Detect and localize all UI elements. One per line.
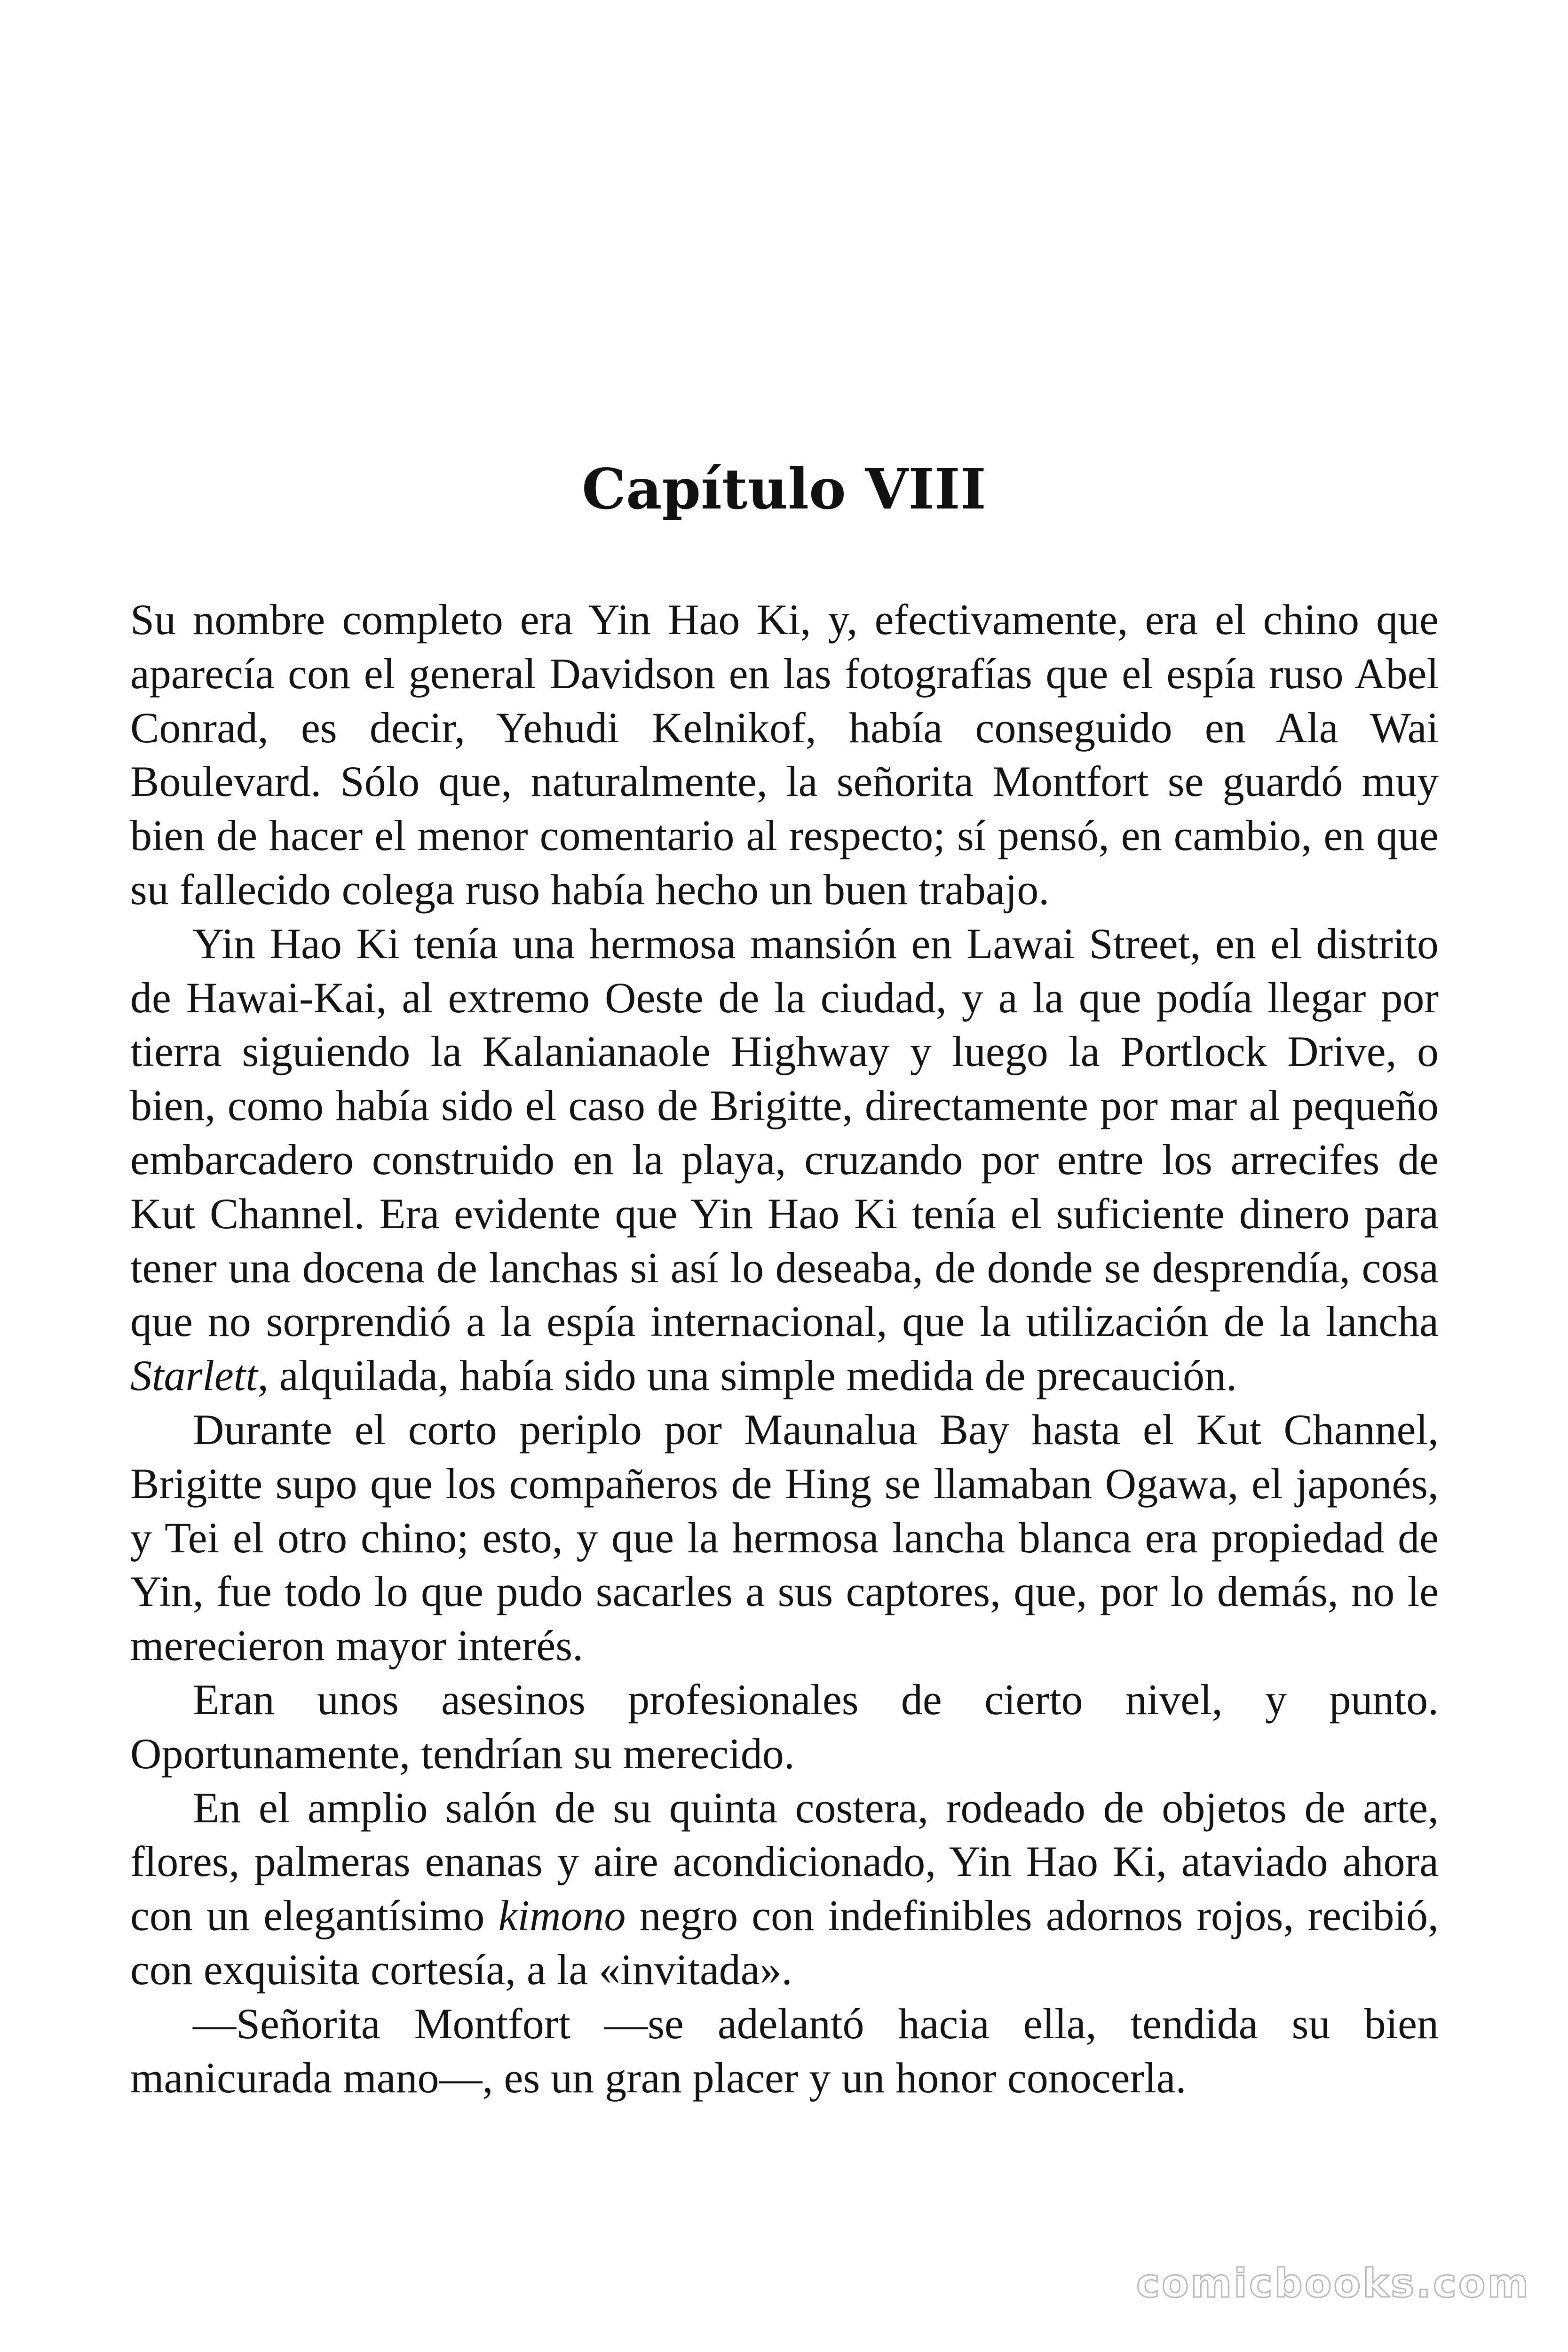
chapter-body [130, 593, 1439, 2105]
paragraph [130, 1403, 1439, 1673]
paragraph [130, 1781, 1439, 1997]
paragraph [130, 917, 1439, 1403]
paragraph [130, 593, 1439, 917]
paragraph [130, 1673, 1439, 1781]
watermark-logo: comicbooks.com [1136, 2260, 1530, 2306]
paragraph-text: —Señorita Montfort —se adelantó hacia ella, tendida su bien manicurada mano—, es un gran placer y un honor conocerla. [130, 1999, 1439, 2102]
paragraph-text: En el amplio salón de su quinta costera, rodeado de objetos de arte, flores, palmeras enanas y aire acondicionado, Yin Hao Ki, ataviado ahora con un elegantísimo [130, 1783, 1439, 1940]
paragraph-text: Durante el corto periplo por Maunalua Bay hasta el Kut Channel, Brigitte supo que los compañeros de Hing se llamaban Ogawa, el japonés, y Tei el otro chino; esto, y que la hermosa lancha blanca era propiedad de Yin, fue todo lo que pudo sacarles a sus captores, que, por lo demás, no le merecieron mayor interés. [130, 1405, 1439, 1670]
paragraph-text: Su nombre completo era Yin Hao Ki, y, efectivamente, era el chino que aparecía con el general Davidson en las fotografías que el espía ruso Abel Conrad, es decir, Yehudi Kelnikof, había conseguido en Ala Wai Boulevard. Sólo que, naturalmente, la señorita Montfort se guardó muy bien de hacer el menor comentario al respecto; sí pensó, en cambio, en que su fallecido colega ruso había hecho un buen trabajo. [130, 596, 1439, 914]
paragraph-text: Eran unos asesinos profesionales de cierto nivel, y punto. Oportunamente, tendrían su merecido. [130, 1675, 1439, 1778]
italic-text: kimono [498, 1891, 626, 1940]
paragraph-text: negro con indefinibles adornos rojos, recibió, con exquisita cortesía, a la «invitada». [130, 1891, 1439, 1994]
paragraph-text: , alquilada, había sido una simple medida de precaución. [257, 1351, 1237, 1400]
paragraph-text: Yin Hao Ki tenía una hermosa mansión en Lawai Street, en el distrito de Hawai-Kai, al extremo Oeste de la ciudad, y a la que podía llegar por tierra siguiendo la Kalanianaole Highway y luego la Portlock Drive, o bien, como había sido el caso de Brigitte, directamente por mar al pequeño embarcadero construido en la playa, cruzando por entre los arrecifes de Kut Channel. Era evidente que Yin Hao Ki tenía el suficiente dinero para tener una docena de lanchas si así lo deseaba, de donde se desprendía, cosa que no sorprendió a la espía internacional, que la utilización de la lancha [130, 919, 1439, 1346]
paragraph [130, 1997, 1439, 2105]
chapter-title: Capítulo VIII [582, 456, 986, 522]
italic-text: Starlett [130, 1351, 258, 1400]
